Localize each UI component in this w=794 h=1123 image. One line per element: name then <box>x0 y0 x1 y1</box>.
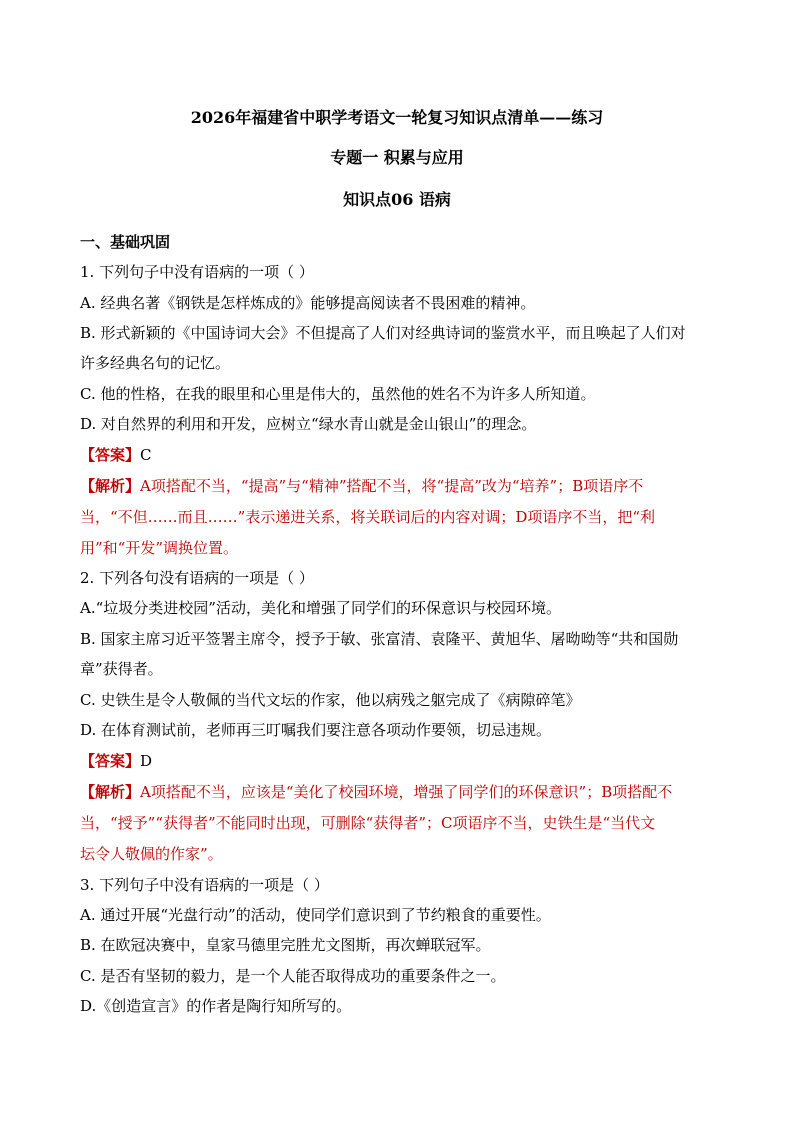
answer-tag: 【答案】 <box>80 752 141 770</box>
answer-value: C <box>140 446 152 464</box>
option-b: B. 形式新颖的《中国诗词大会》不但提高了人们对经典诗词的鉴赏水平，而且唤起了人们对 <box>80 324 686 342</box>
option-c: C. 他的性格，在我的眼里和心里是伟大的，虽然他的姓名不为许多人所知道。 <box>80 385 596 403</box>
option-b: B. 国家主席习近平签署主席令，授予于敏、张富清、袁隆平、黄旭华、屠呦呦等“共和国勋 <box>80 630 679 648</box>
question-stem: 3. 下列句子中没有语病的一项是（ ） <box>80 876 329 894</box>
option-a: A. 通过开展“光盘行动”的活动，使同学们意识到了节约粮食的重要性。 <box>80 906 551 924</box>
option-c: C. 史铁生是令人敬佩的当代文坛的作家，他以病残之躯完成了《病隙碎笔》 <box>80 691 581 709</box>
analysis-text: A项搭配不当，应该是“美化了校园环境，增强了同学们的环保意识”；B项搭配不 <box>140 783 673 801</box>
analysis-text: 用”和“开发”调换位置。 <box>80 539 239 557</box>
document-title: 2026年福建省中职学考语文一轮复习知识点清单——练习 <box>190 108 604 127</box>
option-a: A. 经典名著《钢铁是怎样炼成的》能够提高阅读者不畏困难的精神。 <box>80 294 536 312</box>
option-b-continued: 许多经典名句的记忆。 <box>80 354 231 372</box>
option-d: D. 对自然界的利用和开发，应树立“绿水青山就是金山银山”的理念。 <box>80 415 537 433</box>
option-d: D.《创造宣言》的作者是陶行知所写的。 <box>80 997 352 1015</box>
question-stem: 1. 下列句子中没有语病的一项（ ） <box>80 263 314 281</box>
option-b-continued: 章”获得者。 <box>80 660 163 678</box>
topic-title: 知识点06 语病 <box>343 190 451 209</box>
question-stem: 2. 下列各句没有语病的一项是（ ） <box>80 569 314 587</box>
analysis-text: 坛令人敬佩的作家”。 <box>80 845 223 863</box>
answer-tag: 【答案】 <box>80 446 141 464</box>
option-d: D. 在体育测试前，老师再三叮嘱我们要注意各项动作要领，切忌违规。 <box>80 721 552 739</box>
answer-value: D <box>140 752 153 770</box>
option-b: B. 在欧冠决赛中，皇家马德里完胜尤文图斯，再次蝉联冠军。 <box>80 936 491 954</box>
document-subtitle: 专题一 积累与应用 <box>330 148 464 167</box>
analysis-line <box>80 476 720 496</box>
analysis-text: 当，“授予”“获得者”不能同时出现，可删除“获得者”；C项语序不当，史铁生是“当代文 <box>80 814 656 832</box>
answer-line <box>80 445 720 465</box>
section-heading: 一、基础巩固 <box>80 233 171 251</box>
analysis-tag: 【解析】 <box>80 477 141 495</box>
analysis-text: 当，“不但……而且……”表示递进关系，将关联词后的内容对调；D项语序不当，把“利 <box>80 508 656 526</box>
analysis-tag: 【解析】 <box>80 783 141 801</box>
option-a: A.“垃圾分类进校园”活动，美化和增强了同学们的环保意识与校园环境。 <box>80 599 561 617</box>
answer-line <box>80 751 720 771</box>
analysis-text: A项搭配不当，“提高”与“精神”搭配不当，将“提高”改为“培养”；B项语序不 <box>140 477 644 495</box>
analysis-line <box>80 782 720 802</box>
option-c: C. 是否有坚韧的毅力，是一个人能否取得成功的重要条件之一。 <box>80 967 506 985</box>
